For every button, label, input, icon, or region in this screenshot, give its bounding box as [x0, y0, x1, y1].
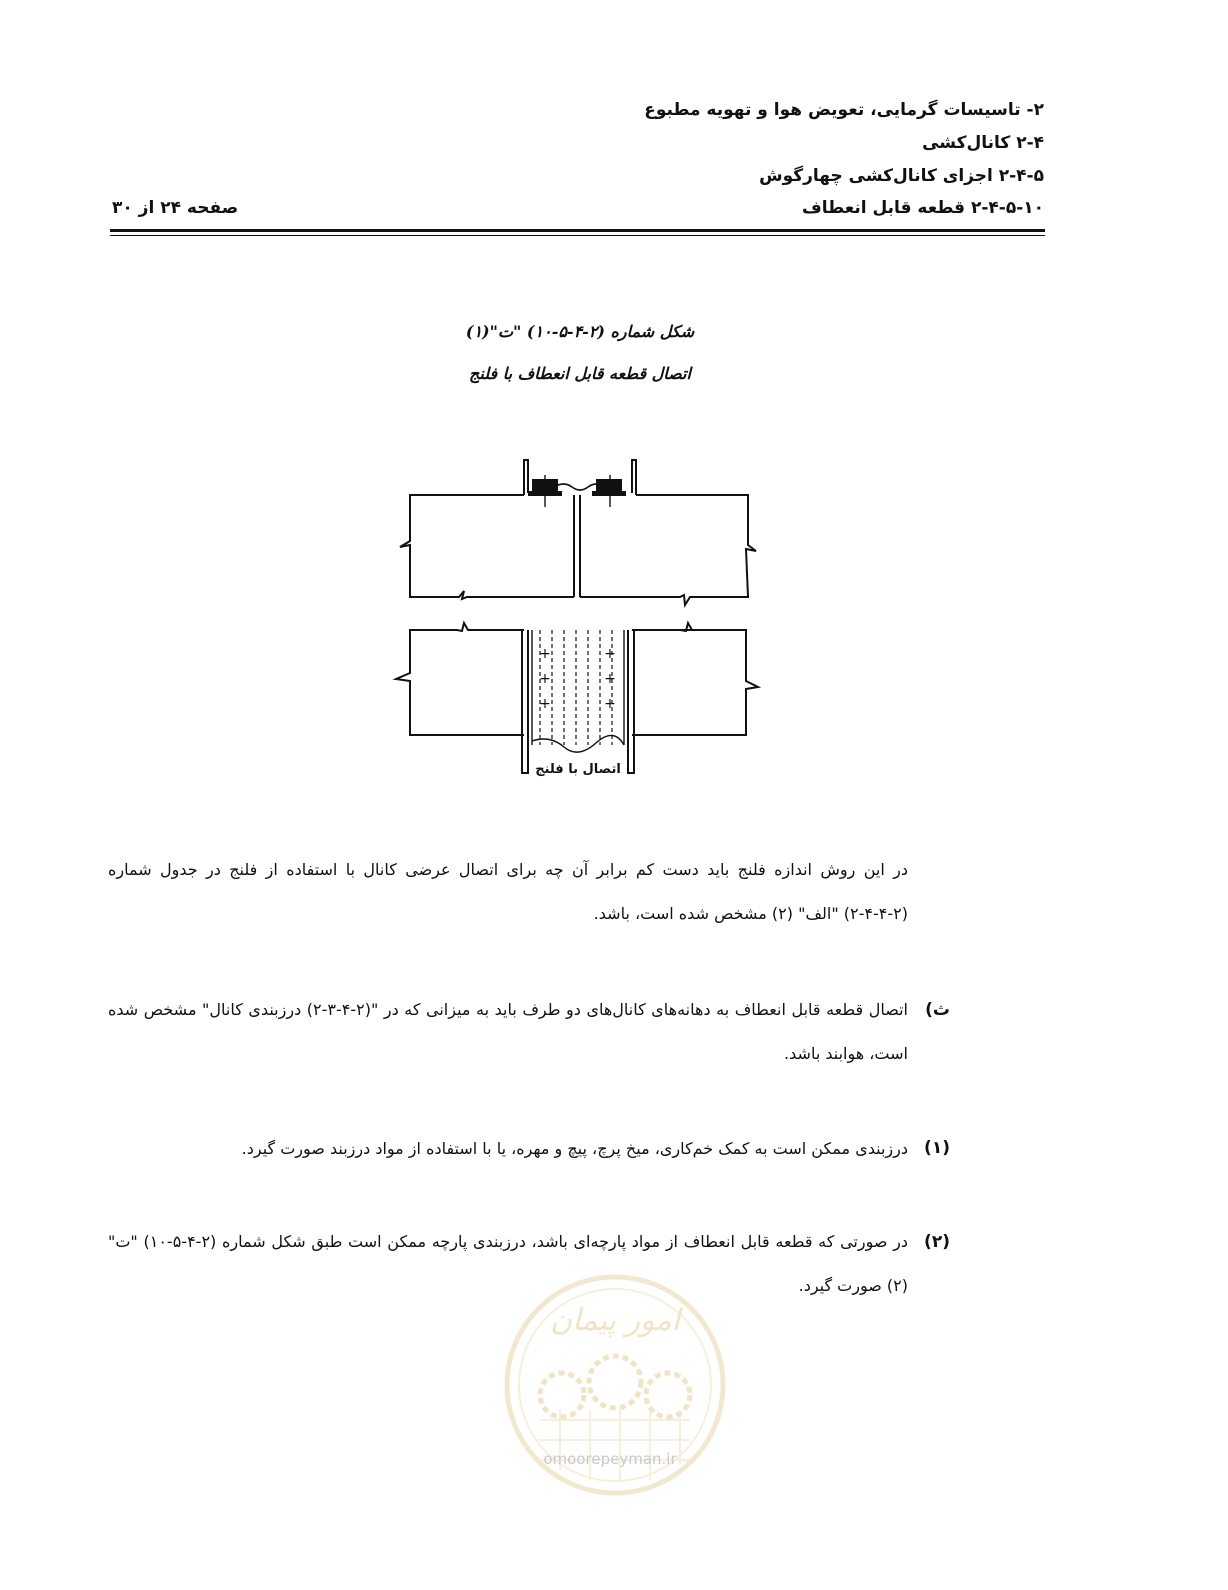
- rivet-icon: +: [604, 646, 616, 662]
- header-rule-thin: [110, 235, 1045, 236]
- rivet-icon: +: [604, 696, 616, 712]
- rivet-icon: +: [539, 671, 551, 687]
- left-flange-bottom: [522, 630, 528, 773]
- page-number: صفحه ۲۴ از ۳۰: [112, 198, 239, 218]
- item-text-2: در صورتی که قطعه قابل انعطاف از مواد پارچه‌ای باشد، درزبندی پارچه ممکن است طبق شکل شماره (۲-۴-۵-۱۰) "ت" (۲) صورت گیرد.: [108, 1232, 908, 1295]
- bottom-left-duct-outline: [396, 623, 524, 735]
- item-marker-2: (۲): [924, 1232, 950, 1252]
- top-left-duct-outline: [400, 495, 574, 599]
- left-flange-block: [532, 479, 558, 491]
- watermark-site: omoorepeyman.ir: [543, 1450, 677, 1468]
- right-flange-top: [632, 460, 636, 495]
- watermark-logo-text: امور پیمان: [550, 1303, 680, 1338]
- header-subsection: ۲-۴-۵ اجزای کانال‌کشی چهارگوش: [759, 166, 1044, 186]
- right-flange-block: [596, 479, 622, 491]
- rivet-icon: +: [539, 696, 551, 712]
- item-marker-1: (۱): [924, 1138, 950, 1158]
- header-topic: ۲-۴-۵-۱۰ قطعه قابل انعطاف: [802, 198, 1044, 218]
- header-section: ۲-۴ کانال‌کشی: [922, 133, 1044, 153]
- header-rule-thick: [110, 229, 1045, 232]
- flange-connection-drawing: [380, 445, 780, 795]
- bottom-right-duct-outline: [632, 623, 758, 735]
- item-text-th: اتصال قطعه قابل انعطاف به دهانه‌های کانال‌های دو طرف باید به میزانی که در "(۲-۴-۳-۲) درزبندی کانال" مشخص شده است، هوابند باشد.: [108, 1000, 909, 1063]
- rivet-icon: +: [604, 671, 616, 687]
- item-marker-th: ث): [925, 1000, 950, 1020]
- flange-label: اتصال با فلنج: [535, 762, 621, 777]
- right-flange-bottom: [628, 630, 634, 773]
- header-chapter: ۲- تاسیسات گرمایی، تعویض هوا و تهویه مطبوع: [644, 100, 1044, 120]
- rivet-icon: +: [539, 646, 551, 662]
- top-right-duct-outline: [580, 495, 756, 605]
- paragraph-flange-size: در این روش اندازه فلنج باید دست کم برابر آن چه برای اتصال عرضی کانال با استفاده از فلنج در جدول شماره (۲-۴-۴-۲) "الف" (۲) مشخص شده است، باشد.: [108, 860, 908, 923]
- figure-caption: اتصال قطعه قابل انعطاف با فلنج: [469, 364, 691, 383]
- item-text-1: درزبندی ممکن است به کمک خم‌کاری، میخ پرچ، پیچ و مهره، یا با استفاده از مواد درزبند صورت گیرد.: [241, 1139, 908, 1158]
- figure-title: شکل شماره (۲-۴-۵-۱۰) "ت"(۱): [465, 322, 695, 341]
- left-flange-top: [524, 460, 528, 495]
